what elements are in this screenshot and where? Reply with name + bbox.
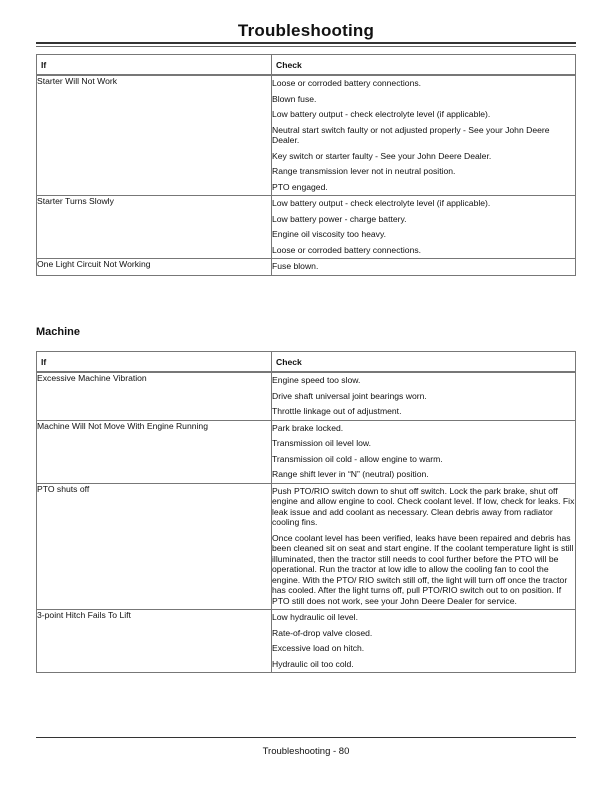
check-cell: [272, 372, 576, 420]
if-cell: Starter Will Not Work: [37, 75, 272, 196]
check-item: Range transmission lever not in neutral position.: [272, 166, 456, 176]
check-item: Transmission oil level low.: [272, 438, 372, 448]
if-cell: One Light Circuit Not Working: [37, 259, 272, 276]
table-header-row: [37, 352, 576, 373]
machine-section-heading: Machine: [36, 326, 81, 338]
if-cell: 3-point Hitch Fails To Lift: [37, 610, 272, 673]
check-item: Loose or corroded battery connections.: [272, 78, 422, 88]
check-item: Push PTO/RIO switch down to shut off switch. Lock the park brake, shut off engine and allow engine to cool. Check coolant level. If low, check for leaks. Fix leak issue and add coolant as necessary. Clean debris away from radiator cooling fins.: [272, 485, 575, 527]
check-item: Drive shaft universal joint bearings worn.: [272, 390, 427, 401]
check-item: Throttle linkage out of adjustment.: [272, 406, 402, 416]
check-item: Loose or corroded battery connections.: [272, 244, 422, 255]
check-item: Low battery power - charge battery.: [272, 213, 407, 224]
page-footer: Troubleshooting - 80: [262, 746, 350, 757]
check-cell: [272, 483, 576, 610]
table-header-row: [37, 55, 576, 76]
table-row: [37, 483, 576, 610]
table-row: [37, 75, 576, 196]
check-item: Key switch or starter faulty - See your John Deere Dealer.: [272, 150, 492, 161]
check-item: Fuse blown.: [272, 261, 319, 271]
check-cell: [272, 259, 576, 276]
if-cell: PTO shuts off: [37, 483, 272, 610]
machine-table-body: [37, 372, 576, 673]
check-item: Hydraulic oil too cold.: [272, 658, 354, 669]
check-item: Neutral start switch faulty or not adjusted properly - See your John Deere Dealer.: [272, 124, 550, 145]
page-title: Troubleshooting: [237, 21, 375, 40]
check-cell: [272, 75, 576, 196]
if-column-header: If: [37, 352, 272, 373]
check-cell: [272, 610, 576, 673]
check-item: Excessive load on hitch.: [272, 643, 365, 653]
check-cell: [272, 420, 576, 483]
check-item: Once coolant level has been verified, leaks have been repaired and debris has been cleaned sit on seat and start engine. If the coolant temperature light is still illuminated, then the tractor still needs to cool further before the PTO will be operational. Run the tractor at low idle to allow the cooling fan to cool the engine. With the PTO/ RIO switch still off, the light will turn off once the tractor has cooled. After the light turns off, pull PTO/RIO switch out to on position. If PTO still does not work, see your John Deere Dealer for service.: [272, 532, 574, 606]
check-column-header: Check: [272, 352, 576, 373]
check-item: Blown fuse.: [272, 93, 317, 104]
check-item: Low battery output - check electrolyte level (if applicable).: [272, 109, 491, 119]
engine-table-body: [37, 75, 576, 275]
machine-troubleshooting-table: [36, 351, 576, 673]
if-column-header: If: [37, 55, 272, 76]
table-row: [37, 259, 576, 276]
engine-troubleshooting-table: [36, 54, 576, 276]
if-cell: Excessive Machine Vibration: [37, 372, 272, 420]
check-item: Rate-of-drop valve closed.: [272, 627, 373, 638]
title-rule-thin: [36, 46, 576, 47]
table-row: [37, 196, 576, 259]
check-item: Engine oil viscosity too heavy.: [272, 229, 387, 239]
if-cell: Starter Turns Slowly: [37, 196, 272, 259]
table-row: [37, 372, 576, 420]
check-cell: [272, 196, 576, 259]
check-item: Low hydraulic oil level.: [272, 612, 358, 622]
check-item: Park brake locked.: [272, 422, 344, 433]
table-row: [37, 420, 576, 483]
check-item: Range shift lever in “N” (neutral) position.: [272, 469, 429, 479]
if-cell: Machine Will Not Move With Engine Running: [37, 420, 272, 483]
table-row: [37, 610, 576, 673]
check-item: PTO engaged.: [272, 181, 328, 192]
check-column-header: Check: [272, 55, 576, 76]
footer-rule: [36, 737, 576, 738]
check-item: Engine speed too slow.: [272, 375, 361, 385]
title-rule-thick: [36, 42, 576, 44]
check-item: Transmission oil cold - allow engine to warm.: [272, 453, 443, 464]
check-item: Low battery output - check electrolyte level (if applicable).: [272, 198, 491, 208]
